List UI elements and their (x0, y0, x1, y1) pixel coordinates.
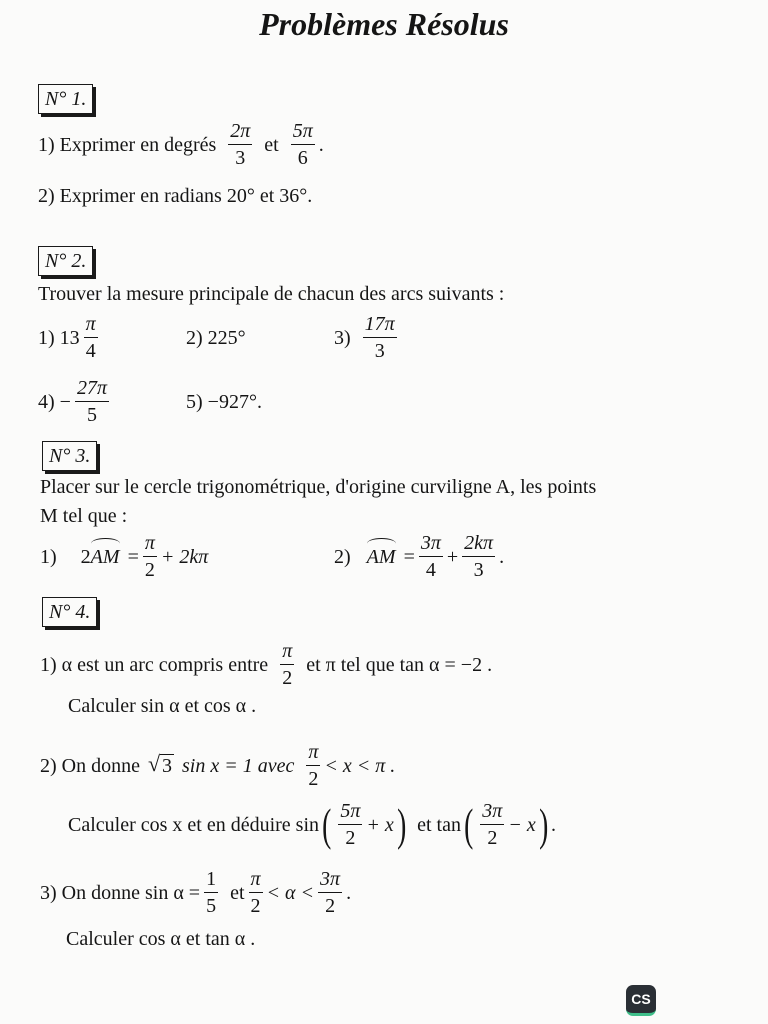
camscanner-logo: CS (626, 985, 656, 1016)
fraction: $\frac{5\pi}{6}$ (292, 120, 313, 169)
p2-item-2: 2) 225° (186, 327, 246, 349)
page-title: Problèmes Résolus (259, 6, 509, 42)
p1-line-2: 2) Exprimer en radians 20° et 36°. (38, 185, 313, 207)
p2-item-1: 1) 13 $\frac{\pi}{4}$ (38, 313, 96, 362)
problem-label-1: N° 1. (38, 84, 93, 114)
p2-item-3: 3) $\frac{17\pi}{3}$ (334, 313, 395, 362)
p4-q2-calc: Calculer cos x et en déduire sin ( $\frac{5\pi}{2}$ + x ) et tan ( $\frac{3\pi}{2}$ − x ) . (68, 798, 557, 850)
problem-label-3: N° 3. (42, 441, 97, 471)
p3-intro-1: Placer sur le cercle trigonométrique, d'origine curviligne A, les points (40, 476, 597, 498)
p3-eq-2: 2) AM = $\frac{3\pi}{4}$ + $\frac{2k\pi}{3}$ . (334, 532, 505, 581)
p2-item-4: 4) − $\frac{27\pi}{5}$ (38, 377, 107, 426)
p4-q1: 1) α est un arc compris entre $\frac{\pi}{2}$ et π tel que tan α = −2 . (40, 640, 493, 689)
p4-q3: 3) On donne sin α = $\frac{1}{5}$ et $\frac{\pi}{2}$ < α < $\frac{3\pi}{2}$ . (40, 868, 352, 917)
p4-q3-calc: Calculer cos α et tan α . (66, 928, 256, 950)
p3-intro-2: M tel que : (40, 505, 128, 527)
problem-label-4: N° 4. (42, 597, 97, 627)
fraction: $\frac{2\pi}{3}$ (230, 120, 251, 169)
sqrt: √ 3 (147, 750, 172, 777)
p1-line-1: 1) Exprimer en degrés $\frac{2\pi}{3}$ et $\frac{5\pi}{6}$ . (38, 120, 324, 169)
p2-intro: Trouver la mesure principale de chacun des arcs suivants : (38, 283, 505, 305)
p3-eq-1: 1) 2 AM = $\frac{\pi}{2}$ + 2kπ (40, 532, 209, 581)
p2-item-5: 5) −927°. (186, 391, 262, 413)
problem-label-2: N° 2. (38, 246, 93, 276)
p4-q2: 2) On donne √ 3 sin x = 1 avec $\frac{\pi}{2}$ < x < π . (40, 741, 396, 790)
p4-q1-calc: Calculer sin α et cos α . (68, 695, 257, 717)
